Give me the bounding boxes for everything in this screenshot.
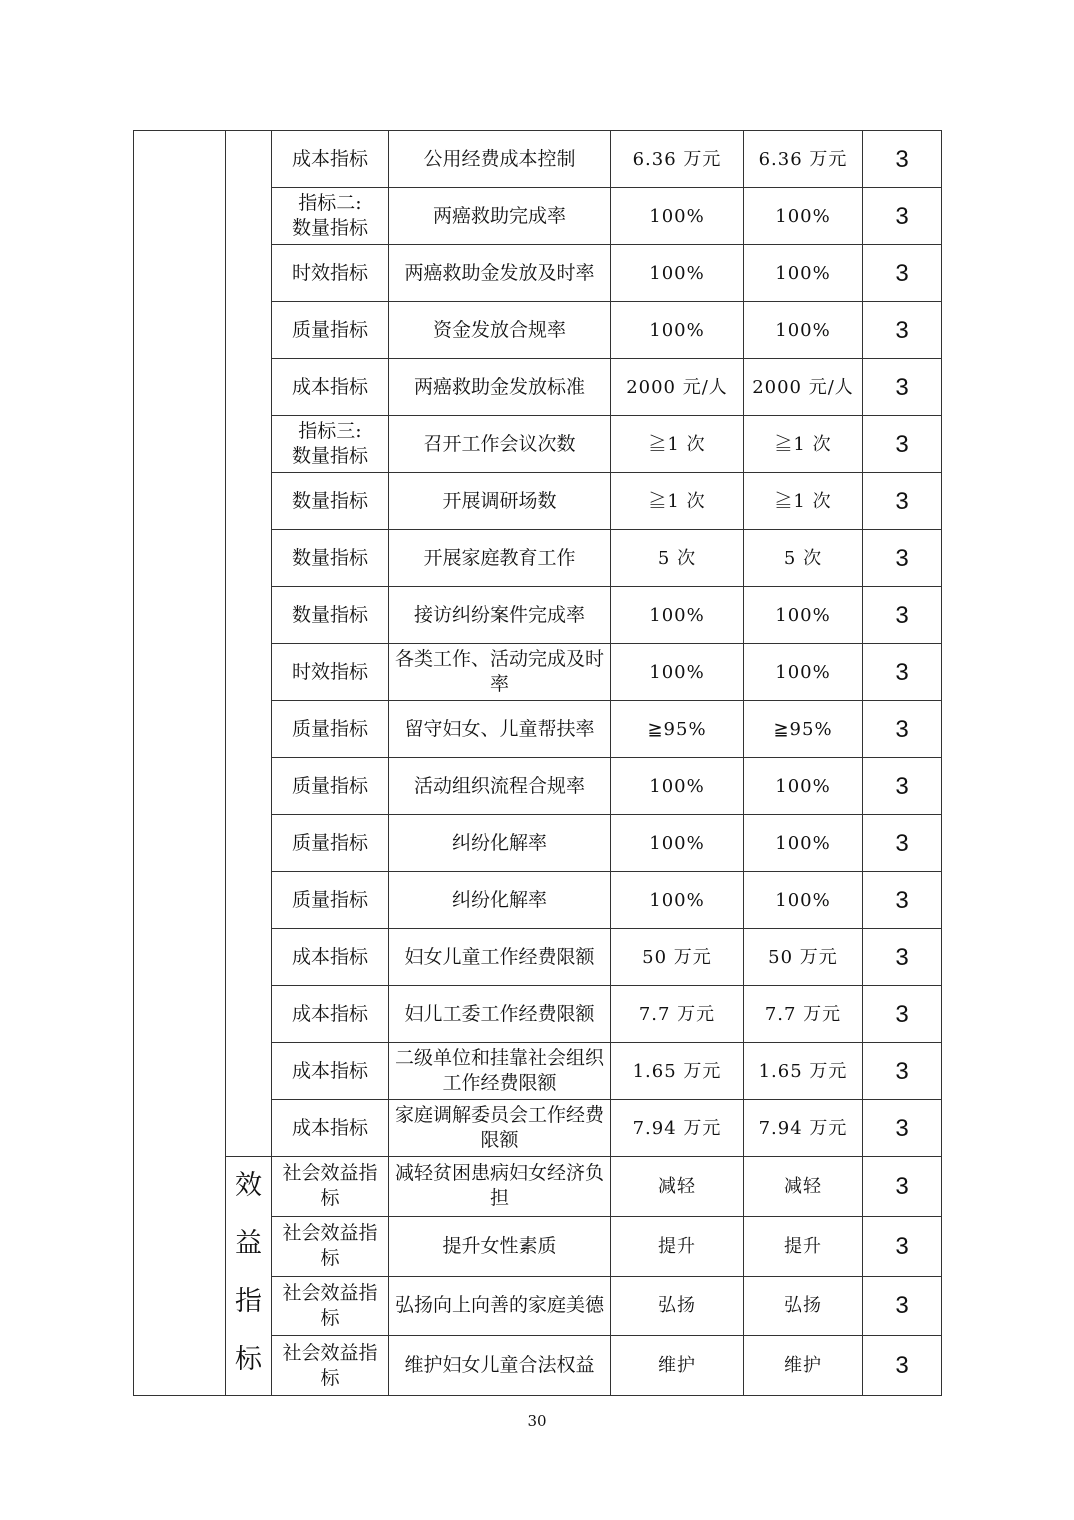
actual-value-cell: 100% — [744, 644, 863, 701]
indicator-type-cell: 成本指标 — [272, 359, 389, 416]
score-cell: 3 — [863, 473, 942, 530]
indicator-type-cell: 社会效益指标 — [272, 1216, 389, 1276]
target-value-cell: 6.36 万元 — [611, 131, 744, 188]
score-cell: 3 — [863, 188, 942, 245]
score-cell: 3 — [863, 1336, 942, 1396]
target-value-cell: ≧1 次 — [611, 473, 744, 530]
target-value-cell: ≧95% — [611, 701, 744, 758]
indicator-name-cell: 两癌救助金发放及时率 — [389, 245, 611, 302]
indicator-type-cell: 成本指标 — [272, 986, 389, 1043]
indicator-name-cell: 妇儿工委工作经费限额 — [389, 986, 611, 1043]
actual-value-cell: 5 次 — [744, 530, 863, 587]
indicator-name-cell: 家庭调解委员会工作经费限额 — [389, 1100, 611, 1157]
indicator-name-cell: 各类工作、活动完成及时率 — [389, 644, 611, 701]
score-cell: 3 — [863, 815, 942, 872]
indicator-type-cell: 时效指标 — [272, 644, 389, 701]
score-cell: 3 — [863, 416, 942, 473]
indicator-name-cell: 活动组织流程合规率 — [389, 758, 611, 815]
indicator-table — [133, 130, 942, 1396]
indicator-name-cell: 两癌救助完成率 — [389, 188, 611, 245]
target-value-cell: 5 次 — [611, 530, 744, 587]
score-cell: 3 — [863, 131, 942, 188]
actual-value-cell: 提升 — [744, 1216, 863, 1276]
actual-value-cell: 维护 — [744, 1336, 863, 1396]
indicator-name-cell: 提升女性素质 — [389, 1216, 611, 1276]
indicator-type-cell: 成本指标 — [272, 929, 389, 986]
actual-value-cell: 100% — [744, 188, 863, 245]
target-value-cell: 2000 元/人 — [611, 359, 744, 416]
actual-value-cell: 7.7 万元 — [744, 986, 863, 1043]
actual-value-cell: 100% — [744, 587, 863, 644]
score-cell: 3 — [863, 986, 942, 1043]
indicator-name-cell: 资金发放合规率 — [389, 302, 611, 359]
actual-value-cell: 100% — [744, 872, 863, 929]
table-row — [134, 1157, 942, 1217]
target-value-cell: 100% — [611, 815, 744, 872]
indicator-type-cell: 质量指标 — [272, 815, 389, 872]
indicator-type-cell: 质量指标 — [272, 302, 389, 359]
indicator-type-cell: 成本指标 — [272, 1100, 389, 1157]
target-value-cell: 50 万元 — [611, 929, 744, 986]
target-value-cell: 100% — [611, 188, 744, 245]
indicator-name-cell: 纠纷化解率 — [389, 872, 611, 929]
indicator-type-cell: 社会效益指标 — [272, 1336, 389, 1396]
target-value-cell: 减轻 — [611, 1157, 744, 1217]
actual-value-cell: 1.65 万元 — [744, 1043, 863, 1100]
indicator-type-cell: 社会效益指标 — [272, 1276, 389, 1336]
indicator-name-cell: 开展调研场数 — [389, 473, 611, 530]
score-cell: 3 — [863, 587, 942, 644]
target-value-cell: 100% — [611, 587, 744, 644]
indicator-type-cell: 社会效益指标 — [272, 1157, 389, 1217]
target-value-cell: 100% — [611, 758, 744, 815]
target-value-cell: 100% — [611, 302, 744, 359]
indicator-name-cell: 妇女儿童工作经费限额 — [389, 929, 611, 986]
indicator-name-cell: 公用经费成本控制 — [389, 131, 611, 188]
benefit-indicator-category-cell: 效 益 指 标 — [226, 1157, 272, 1396]
target-value-cell: 100% — [611, 644, 744, 701]
score-cell: 3 — [863, 758, 942, 815]
indicator-type-cell: 质量指标 — [272, 758, 389, 815]
indicator-type-cell: 质量指标 — [272, 872, 389, 929]
target-value-cell: 100% — [611, 245, 744, 302]
indicator-type-cell: 质量指标 — [272, 701, 389, 758]
score-cell: 3 — [863, 245, 942, 302]
score-cell: 3 — [863, 530, 942, 587]
actual-value-cell: ≧1 次 — [744, 416, 863, 473]
output-indicator-category-cell — [226, 131, 272, 1157]
actual-value-cell: 弘扬 — [744, 1276, 863, 1336]
indicator-name-cell: 两癌救助金发放标准 — [389, 359, 611, 416]
actual-value-cell: 100% — [744, 815, 863, 872]
target-value-cell: 7.7 万元 — [611, 986, 744, 1043]
target-value-cell: ≧1 次 — [611, 416, 744, 473]
indicator-type-cell: 数量指标 — [272, 473, 389, 530]
indicator-type-cell: 数量指标 — [272, 530, 389, 587]
indicator-name-cell: 弘扬向上向善的家庭美德 — [389, 1276, 611, 1336]
indicator-type-cell: 指标二: 数量指标 — [272, 188, 389, 245]
table-row — [134, 131, 942, 188]
first-level-indicator-cell — [134, 131, 226, 1396]
table-body — [134, 131, 942, 1396]
actual-value-cell: 7.94 万元 — [744, 1100, 863, 1157]
indicator-name-cell: 开展家庭教育工作 — [389, 530, 611, 587]
score-cell: 3 — [863, 1100, 942, 1157]
target-value-cell: 100% — [611, 872, 744, 929]
indicator-name-cell: 维护妇女儿童合法权益 — [389, 1336, 611, 1396]
target-value-cell: 7.94 万元 — [611, 1100, 744, 1157]
score-cell: 3 — [863, 872, 942, 929]
score-cell: 3 — [863, 701, 942, 758]
indicator-name-cell: 纠纷化解率 — [389, 815, 611, 872]
target-value-cell: 提升 — [611, 1216, 744, 1276]
actual-value-cell: 100% — [744, 302, 863, 359]
target-value-cell: 维护 — [611, 1336, 744, 1396]
indicator-type-cell: 时效指标 — [272, 245, 389, 302]
indicator-name-cell: 留守妇女、儿童帮扶率 — [389, 701, 611, 758]
actual-value-cell: 100% — [744, 758, 863, 815]
indicator-type-cell: 数量指标 — [272, 587, 389, 644]
score-cell: 3 — [863, 644, 942, 701]
target-value-cell: 弘扬 — [611, 1276, 744, 1336]
actual-value-cell: 6.36 万元 — [744, 131, 863, 188]
score-cell: 3 — [863, 1043, 942, 1100]
actual-value-cell: ≧95% — [744, 701, 863, 758]
indicator-name-cell: 接访纠纷案件完成率 — [389, 587, 611, 644]
indicator-type-cell: 成本指标 — [272, 131, 389, 188]
actual-value-cell: ≧1 次 — [744, 473, 863, 530]
indicator-name-cell: 减轻贫困患病妇女经济负担 — [389, 1157, 611, 1217]
page-number: 30 — [527, 1412, 547, 1430]
indicator-type-cell: 成本指标 — [272, 1043, 389, 1100]
score-cell: 3 — [863, 929, 942, 986]
actual-value-cell: 2000 元/人 — [744, 359, 863, 416]
score-cell: 3 — [863, 1157, 942, 1217]
actual-value-cell: 50 万元 — [744, 929, 863, 986]
score-cell: 3 — [863, 359, 942, 416]
target-value-cell: 1.65 万元 — [611, 1043, 744, 1100]
score-cell: 3 — [863, 1216, 942, 1276]
score-cell: 3 — [863, 302, 942, 359]
actual-value-cell: 减轻 — [744, 1157, 863, 1217]
indicator-name-cell: 召开工作会议次数 — [389, 416, 611, 473]
indicator-name-cell: 二级单位和挂靠社会组织工作经费限额 — [389, 1043, 611, 1100]
score-cell: 3 — [863, 1276, 942, 1336]
actual-value-cell: 100% — [744, 245, 863, 302]
indicator-type-cell: 指标三: 数量指标 — [272, 416, 389, 473]
